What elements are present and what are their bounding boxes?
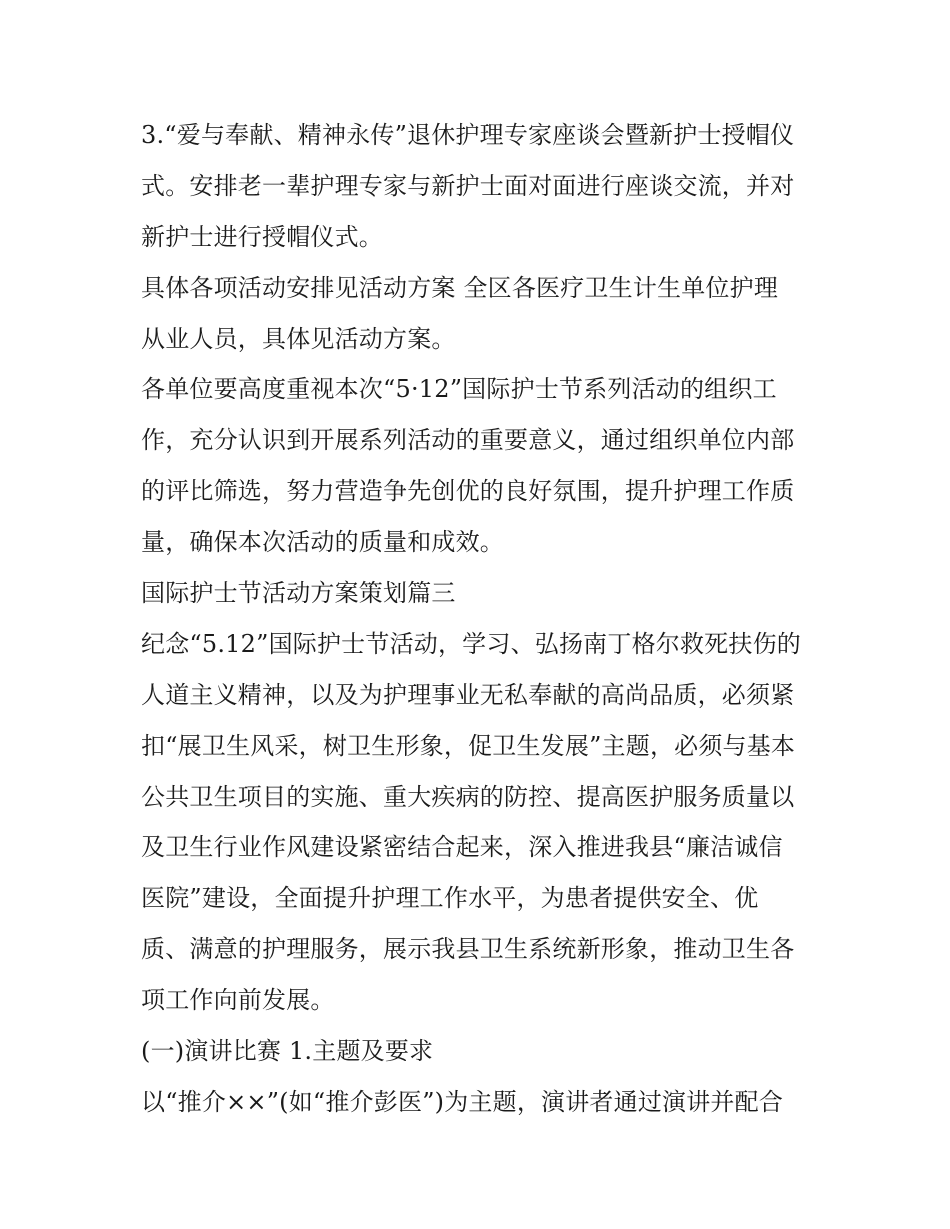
subsection-heading: (一)演讲比赛 1.主题及要求 — [141, 1037, 434, 1066]
text-line: 式。安排老一辈护理专家与新护士面对面进行座谈交流，并对 — [141, 171, 795, 200]
text-line: 人道主义精神，以及为护理事业无私奉献的高尚品质，必须紧 — [141, 680, 795, 709]
text-line: 医院”建设，全面提升护理工作水平，为患者提供安全、优 — [141, 884, 759, 913]
text-line: 量，确保本次活动的质量和成效。 — [141, 528, 504, 557]
document-body — [141, 110, 821, 1128]
text-line: 质、满意的护理服务，展示我县卫生系统新形象，推动卫生各 — [141, 935, 795, 964]
text-line: 新护士进行授帽仪式。 — [141, 222, 383, 251]
text-line: 的评比筛选，努力营造争先创优的良好氛围，提升护理工作质 — [141, 477, 795, 506]
text-line: 作，充分认识到开展系列活动的重要意义，通过组织单位内部 — [141, 426, 795, 455]
text-line: 各单位要高度重视本次“5·12”国际护士节系列活动的组织工 — [141, 375, 777, 404]
text-line: 具体各项活动安排见活动方案 全区各医疗卫生计生单位护理 — [141, 273, 779, 302]
text-line: 从业人员，具体见活动方案。 — [141, 324, 456, 353]
text-line: 以“推介××”(如“推介彭医”)为主题，演讲者通过演讲并配合 — [141, 1087, 784, 1116]
text-line: 项工作向前发展。 — [141, 986, 335, 1015]
text-line: 3.“爱与奉献、精神永传”退休护理专家座谈会暨新护士授帽仪 — [141, 121, 795, 149]
section-heading: 国际护士节活动方案策划篇三 — [141, 579, 456, 608]
text-line: 及卫生行业作风建设紧密结合起来，深入推进我县“廉洁诚信 — [141, 833, 783, 862]
text-line: 公共卫生项目的实施、重大疾病的防控、提高医护服务质量以 — [141, 782, 795, 811]
text-line: 扣“展卫生风采，树卫生形象，促卫生发展”主题，必须与基本 — [141, 731, 796, 760]
text-line: 纪念“5.12”国际护士节活动，学习、弘扬南丁格尔救死扶伤的 — [141, 629, 801, 658]
